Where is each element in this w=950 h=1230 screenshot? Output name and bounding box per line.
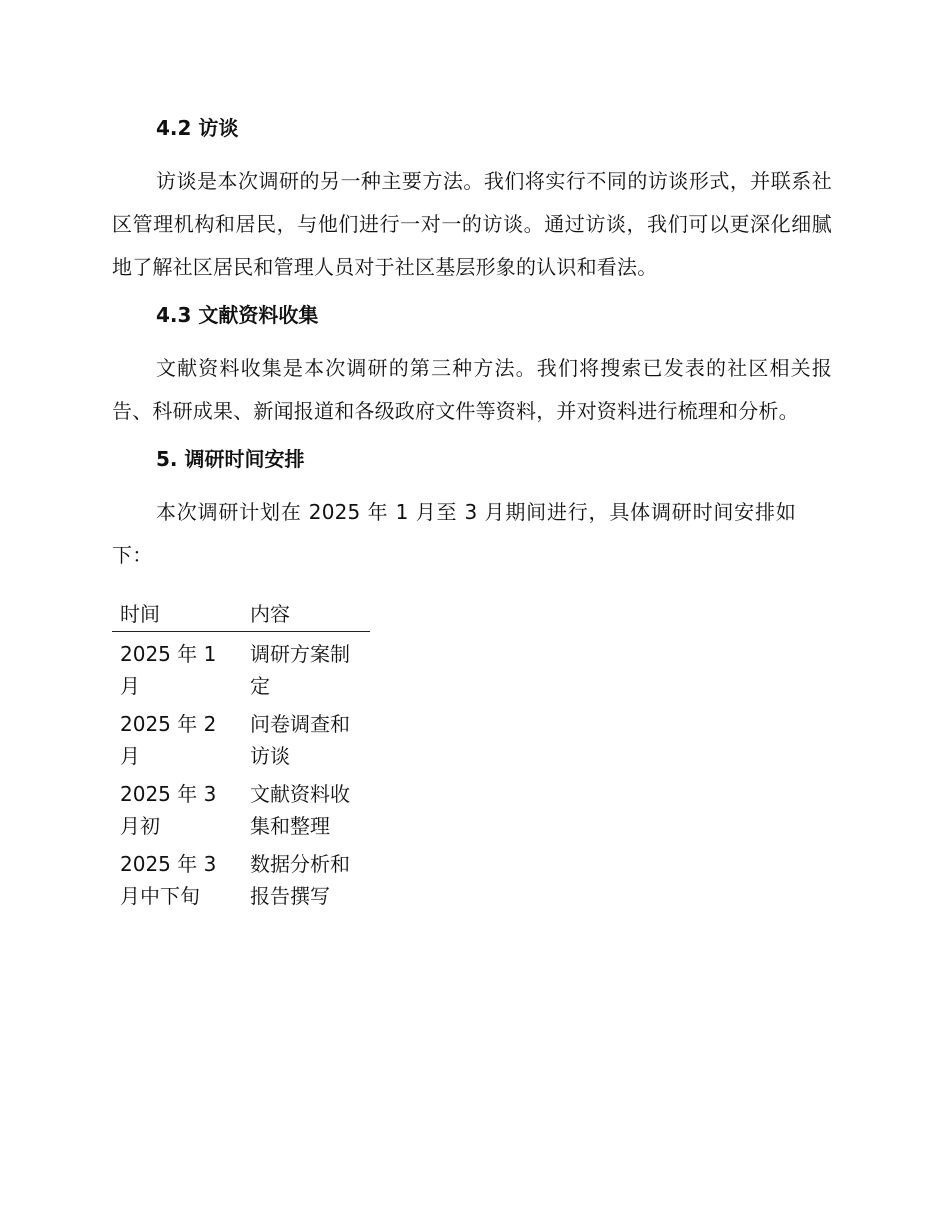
- section-heading-schedule: 5. 调研时间安排: [156, 447, 305, 471]
- schedule-cell-time: 2025 年 3 月初: [120, 782, 217, 838]
- document-body: [112, 112, 832, 912]
- table-row: [112, 632, 370, 703]
- schedule-cell-content: 文献资料收集和整理: [250, 782, 350, 838]
- section-heading-literature: 4.3 文献资料收集: [156, 303, 319, 327]
- schedule-cell-time: 2025 年 2 月: [120, 712, 217, 768]
- table-row: [112, 842, 370, 912]
- schedule-header-time: 时间: [112, 599, 242, 632]
- schedule-header-row: [112, 599, 370, 632]
- schedule-cell-time: 2025 年 1 月: [120, 642, 217, 698]
- schedule-table: [112, 599, 370, 912]
- section-paragraph-schedule: 本次调研计划在 2025 年 1 月至 3 月期间进行，具体调研时间安排如下：: [112, 500, 796, 567]
- schedule-cell-content: 数据分析和报告撰写: [250, 852, 350, 908]
- schedule-header-content: 内容: [242, 599, 370, 632]
- schedule-cell-content: 问卷调查和访谈: [250, 712, 350, 768]
- section-paragraph-interview: 访谈是本次调研的另一种主要方法。我们将实行不同的访谈形式，并联系社区管理机构和居民，与他们进行一对一的访谈。通过访谈，我们可以更深化细腻地了解社区居民和管理人员对于社区基层形象的认识和看法。: [112, 169, 832, 279]
- section-paragraph-literature: 文献资料收集是本次调研的第三种方法。我们将搜索已发表的社区相关报告、科研成果、新闻报道和各级政府文件等资料，并对资料进行梳理和分析。: [112, 356, 832, 423]
- section-heading-interview: 4.2 访谈: [156, 116, 239, 140]
- schedule-cell-content: 调研方案制定: [250, 642, 350, 698]
- schedule-cell-time: 2025 年 3 月中下旬: [120, 852, 217, 908]
- table-row: [112, 772, 370, 842]
- table-row: [112, 702, 370, 772]
